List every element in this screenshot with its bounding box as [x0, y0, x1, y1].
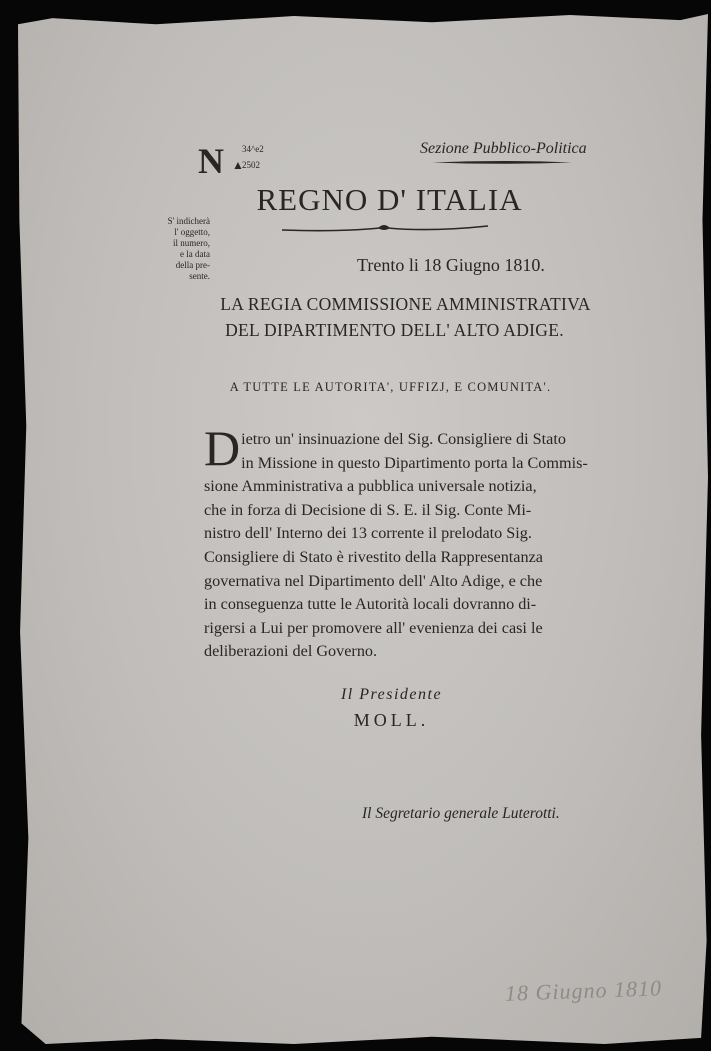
- addressee-line: A TUTTE LE AUTORITA', UFFIZJ, E COMUNITA'.: [229, 380, 552, 394]
- body-paragraph: [204, 420, 594, 664]
- president-title: Il Presidente: [340, 686, 443, 703]
- body-line: governativa nel Dipartimento dell' Alto Adige, e che: [204, 571, 543, 590]
- side-note: S' indicherà l' oggetto, il numero, e la data della pre- sente.: [167, 216, 210, 281]
- section-underline-ornament: [432, 160, 572, 165]
- document-title: REGNO D' ITALIA: [256, 182, 523, 217]
- commission-line-1: LA REGIA COMMISSIONE AMMINISTRATIVA: [220, 294, 591, 314]
- title-ornament-rule: [280, 222, 490, 236]
- body-line: Consigliere di Stato è rivestito della Rappresentanza: [204, 547, 543, 566]
- handwritten-date-note: 18 Giugno 1810: [504, 975, 663, 1006]
- number-top: 34^e2: [242, 144, 264, 154]
- number-bottom: 2502: [242, 160, 260, 170]
- president-name: MOLL.: [353, 710, 430, 730]
- commission-line-2: DEL DIPARTIMENTO DELL' ALTO ADIGE.: [225, 320, 564, 340]
- body-line: in Missione in questo Dipartimento porta la Commis-: [241, 453, 588, 472]
- body-line: sione Amministrativa a pubblica universale notizia,: [204, 477, 537, 496]
- body-line: deliberazioni del Governo.: [204, 642, 378, 661]
- section-label: Sezione Pubblico-Politica: [420, 140, 587, 157]
- place-and-date: Trento li 18 Giugno 1810.: [357, 255, 545, 275]
- body-line: che in forza di Decisione di S. E. il Sig. Conte Mi-: [204, 500, 532, 519]
- body-line: rigersi a Lui per promovere all' evenienza dei casi le: [204, 618, 543, 637]
- body-line: in conseguenza tutte le Autorità locali dovranno di-: [204, 595, 537, 614]
- body-line: nistro dell' Interno dei 13 corrente il prelodato Sig.: [204, 524, 532, 543]
- secretary-signature: Il Segretario generale Luterotti.: [362, 805, 560, 822]
- number-prefix: N: [198, 141, 224, 181]
- number-prefix-dot-icon: ▲: [232, 158, 244, 172]
- body-line: ietro un' insinuazione del Sig. Consigliere di Stato: [241, 430, 566, 448]
- drop-cap: D: [204, 420, 241, 476]
